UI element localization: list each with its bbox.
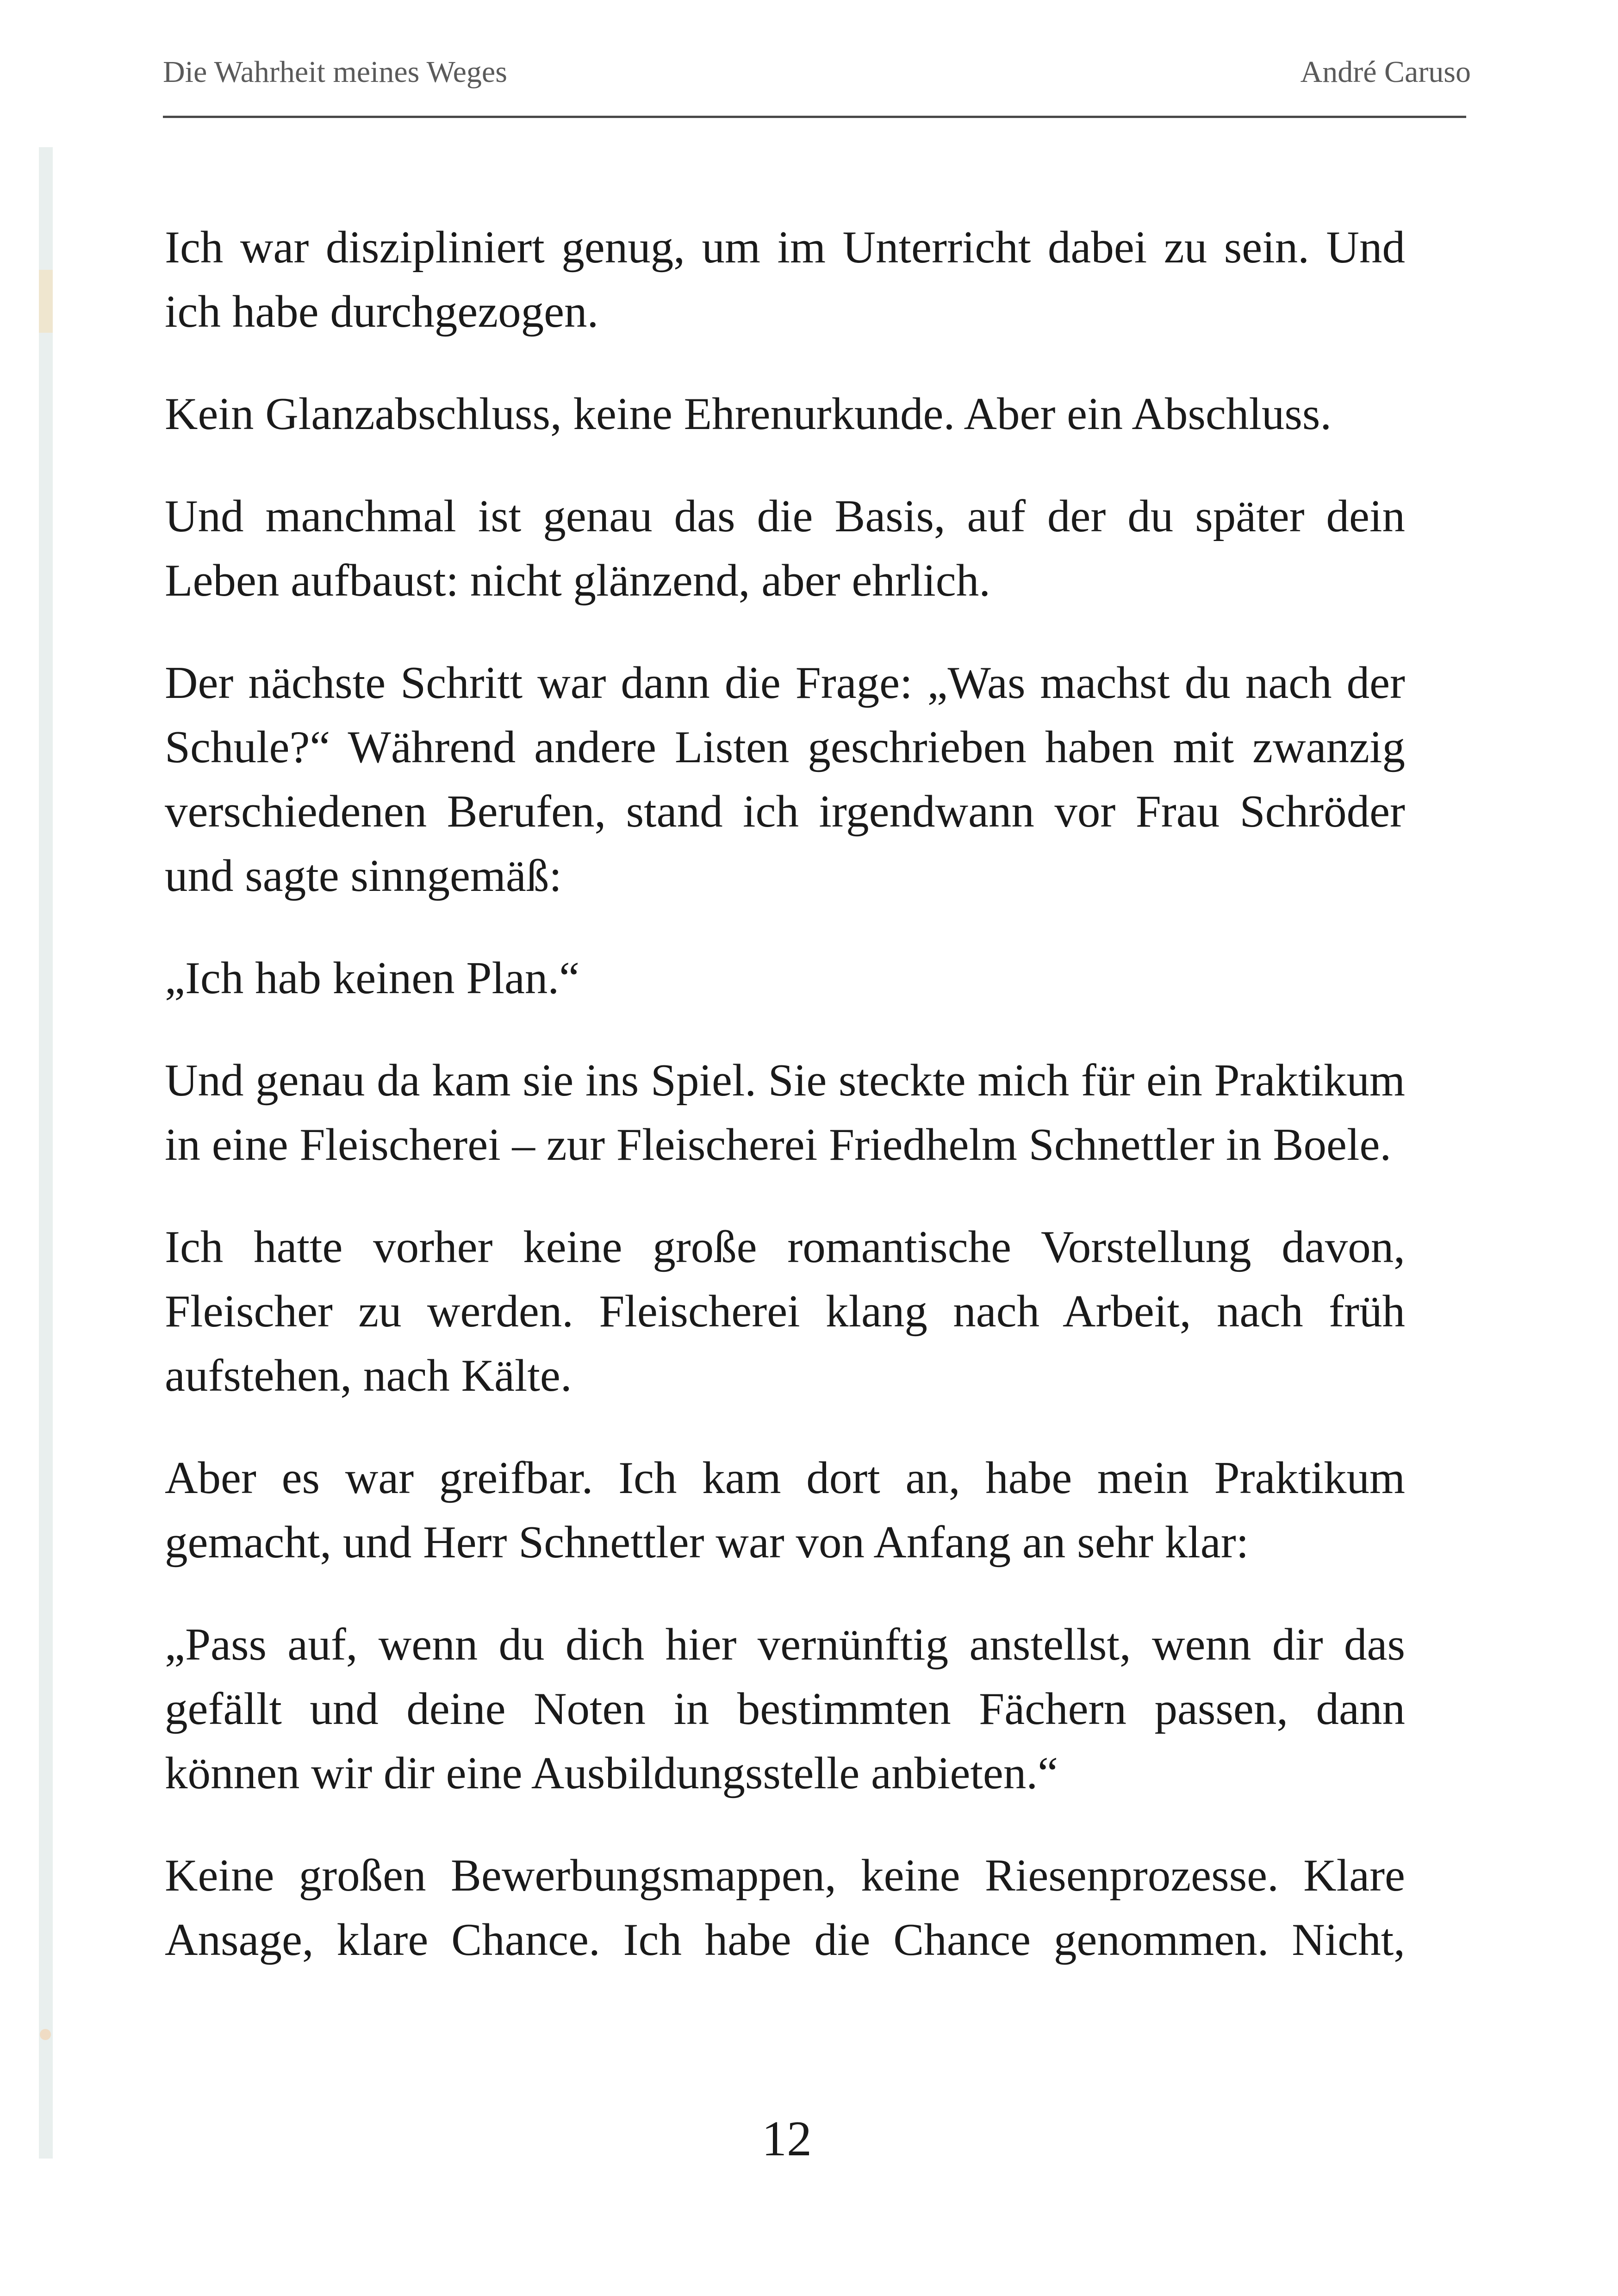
paragraph: Und manchmal ist genau das die Basis, auf der du später dein Leben aufbaust: nicht glänzend, aber ehrlich. xyxy=(165,491,1405,606)
paragraph: Keine großen Bewerbungsmappen, keine Riesenprozesse. Klare Ansage, klare Chance. Ich habe die Chance genommen. Nicht, xyxy=(165,1850,1405,1965)
running-header xyxy=(163,55,1471,118)
paragraph: „Pass auf, wenn du dich hier vernünftig anstellst, wenn dir das gefällt und deine Noten in bestimmten Fächern passen, dann können wir dir eine Ausbildungsstelle anbieten.“ xyxy=(165,1619,1405,1798)
paragraph: Der nächste Schritt war dann die Frage: „Was machst du nach der Schule?“ Während andere Listen geschrieben haben mit zwanzig verschiedenen Berufen, stand ich irgendwann vor Frau Schröder und sagte sinngemäß: xyxy=(165,658,1405,901)
margin-marker xyxy=(39,270,53,333)
margin-dot xyxy=(40,2029,51,2040)
paragraph: „Ich hab keinen Plan.“ xyxy=(165,953,580,1003)
margin-bar xyxy=(39,147,53,2159)
book-title: Die Wahrheit meines Weges xyxy=(163,55,507,89)
page-number: 12 xyxy=(762,2111,812,2166)
paragraph: Ich war diszipliniert genug, um im Unterricht dabei zu sein. Und ich habe durchgezogen. xyxy=(165,222,1405,337)
paragraph: Und genau da kam sie ins Spiel. Sie steckte mich für ein Praktikum in eine Fleischerei – zur Fleischerei Friedhelm Schnettler in Boele. xyxy=(165,1055,1405,1170)
author-name: André Caruso xyxy=(1300,55,1471,89)
body-text xyxy=(165,215,1405,2010)
paragraph: Ich hatte vorher keine große romantische Vorstellung davon, Fleischer zu werden. Fleischerei klang nach Arbeit, nach früh aufstehen, nach Kälte. xyxy=(165,1222,1405,1401)
paragraph: Kein Glanzabschluss, keine Ehrenurkunde. Aber ein Abschluss. xyxy=(165,389,1332,439)
paragraph: Aber es war greifbar. Ich kam dort an, habe mein Praktikum gemacht, und Herr Schnettler war von Anfang an sehr klar: xyxy=(165,1453,1405,1568)
